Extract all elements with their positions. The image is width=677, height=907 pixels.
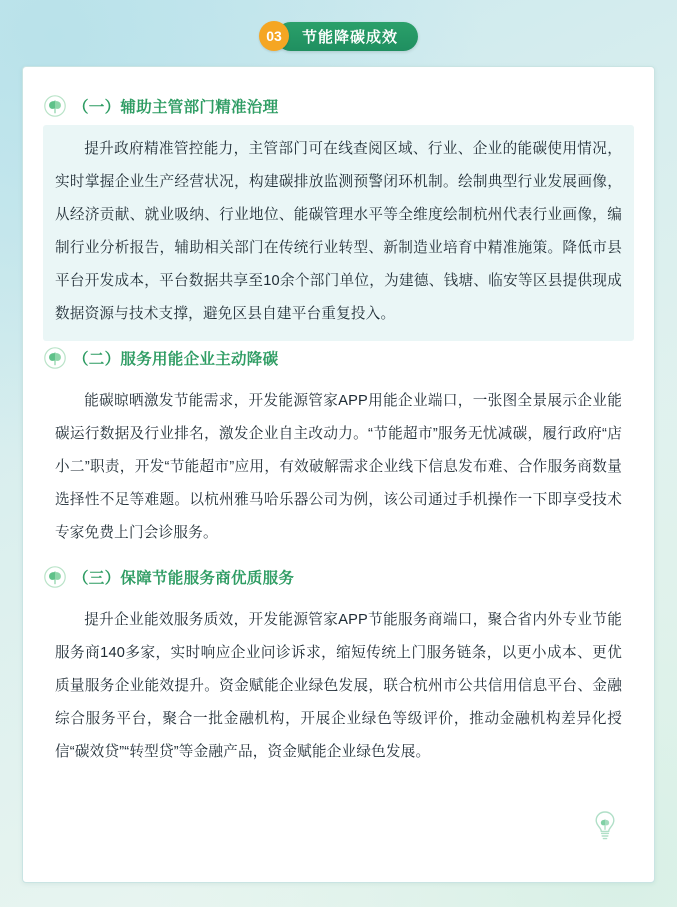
section-number-badge: 03	[259, 21, 289, 51]
section-one-title: （一）辅助主管部门精准治理	[73, 99, 279, 116]
section-three-heading	[44, 566, 634, 588]
leaf-icon	[44, 347, 66, 369]
section-two-heading	[44, 347, 634, 369]
leaf-icon	[44, 566, 66, 588]
section-one-heading	[44, 95, 634, 117]
section-three-body	[43, 596, 634, 779]
section-two-paragraph: 能碳晾晒激发节能需求，开发能源管家APP用能企业端口，一张图全景展示企业能碳运行数据及行业排名，激发企业自主改动力。“节能超市”服务无忧减碳，履行政府“店小二”职责，开发“节能超市”应用，有效破解需求企业线下信息发布难、合作服务商数量选择性不足等难题。以杭州雅马哈乐器公司为例，该公司通过手机操作一下即享受技术专家免费上门会诊服务。	[55, 393, 622, 541]
section-one-body	[43, 125, 634, 341]
content-card	[22, 66, 655, 883]
section-two-title: （二）服务用能企业主动降碳	[73, 351, 279, 368]
section-two	[43, 347, 634, 560]
section-title-pill: 节能降碳成效	[276, 22, 418, 51]
section-three	[43, 566, 634, 779]
section-one-paragraph: 提升政府精准管控能力，主管部门可在线查阅区域、行业、企业的能碳使用情况，实时掌握企业生产经营状况，构建碳排放监测预警闭环机制。绘制典型行业发展画像，从经济贡献、就业吸纳、行业地位、能碳管理水平等全维度绘制杭州代表行业画像，编制行业分析报告，辅助相关部门在传统行业转型、新制造业培育中精准施策。降低市县平台开发成本，平台数据共享至10余个部门单位，为建德、钱塘、临安等区县提供现成数据资源与技术支撑，避免区县自建平台重复投入。	[55, 141, 622, 322]
section-two-body	[43, 377, 634, 560]
section-three-title: （三）保障节能服务商优质服务	[73, 570, 295, 587]
leaf-icon	[44, 95, 66, 117]
section-one	[43, 95, 634, 341]
section-three-paragraph: 提升企业能效服务质效，开发能源管家APP节能服务商端口，聚合省内外专业节能服务商140多家，实时响应企业问诊诉求，缩短传统上门服务链条，以更小成本、更优质量服务企业能效提升。资金赋能企业绿色发展，联合杭州市公共信用信息平台、金融综合服务平台，聚合一批金融机构，开展企业绿色等级评价，推动金融机构差异化授信“碳效贷”“转型贷”等金融产品，资金赋能企业绿色发展。	[55, 612, 622, 760]
section-header	[0, 14, 677, 58]
lightbulb-icon	[592, 810, 618, 842]
